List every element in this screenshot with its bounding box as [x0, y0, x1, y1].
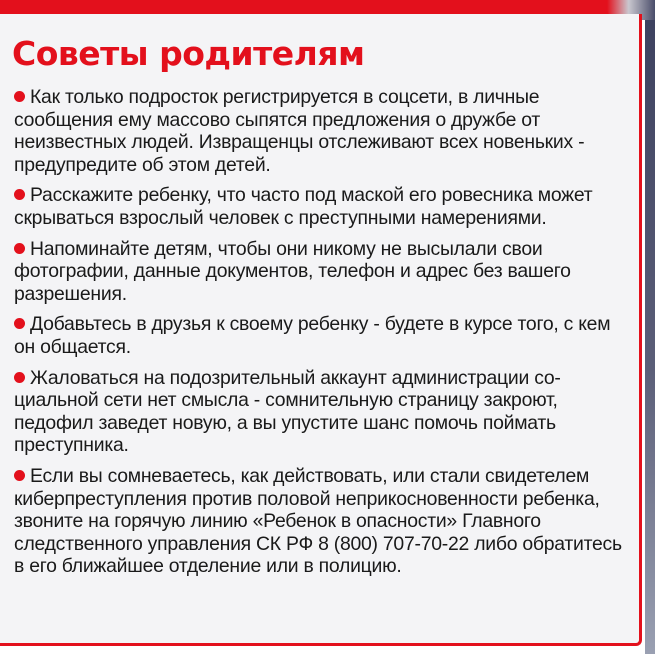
panel-title: Советы родителям [12, 34, 365, 73]
right-edge-photo-fragment [645, 20, 655, 654]
tip-text: Добавьтесь в друзья к своему ребенку - будете в курсе того, с кем он общается. [14, 313, 611, 358]
red-dot-bullet-icon [14, 189, 25, 200]
red-dot-bullet-icon [14, 470, 25, 481]
tip-item [14, 465, 629, 578]
red-dot-bullet-icon [14, 372, 25, 383]
tip-text: Жаловаться на подозрительный аккаунт администрации социальной сети нет смысла - сомнительную страницу закроют, педофил заведет новую, а вы упустите шанс помочь поймать преступника. [14, 366, 561, 457]
tip-item [14, 367, 629, 457]
tips-list [14, 86, 629, 586]
tip-text: Если вы сомневаетесь, как действовать, или стали свидетелем киберпреступления против половой неприкосновенности ребенка, звоните на горячую линию «Ребенок в опасности» Главного следственного управления СК РФ 8 (800) 707-70-22 либо обратитесь в его ближайшее отделение или в полицию. [14, 464, 622, 578]
tip-text: Как только подросток регистрируется в соцсети, в личные сообщения ему массово сыпятся предложения о дружбе от неизвестных людей. Извращенцы отслеживают всех новеньких - предупредите об этом детей. [14, 86, 585, 176]
red-dot-bullet-icon [14, 243, 25, 254]
tip-item [14, 184, 629, 229]
top-red-strip [0, 0, 655, 14]
tip-text: Напоминайте детям, чтобы они никому не высылали свои фотографии, данные документов, телефон и адрес без вашего разрешения. [14, 237, 571, 305]
red-dot-bullet-icon [14, 318, 25, 329]
red-dot-bullet-icon [14, 91, 25, 102]
tip-text: Расскажите ребенку, что часто под маской его ровесника может скрываться взрослый человек с преступными намерениями. [14, 184, 593, 229]
tip-item [14, 313, 629, 358]
tips-panel [0, 14, 642, 646]
tip-item [14, 238, 629, 306]
tip-item [14, 86, 629, 176]
